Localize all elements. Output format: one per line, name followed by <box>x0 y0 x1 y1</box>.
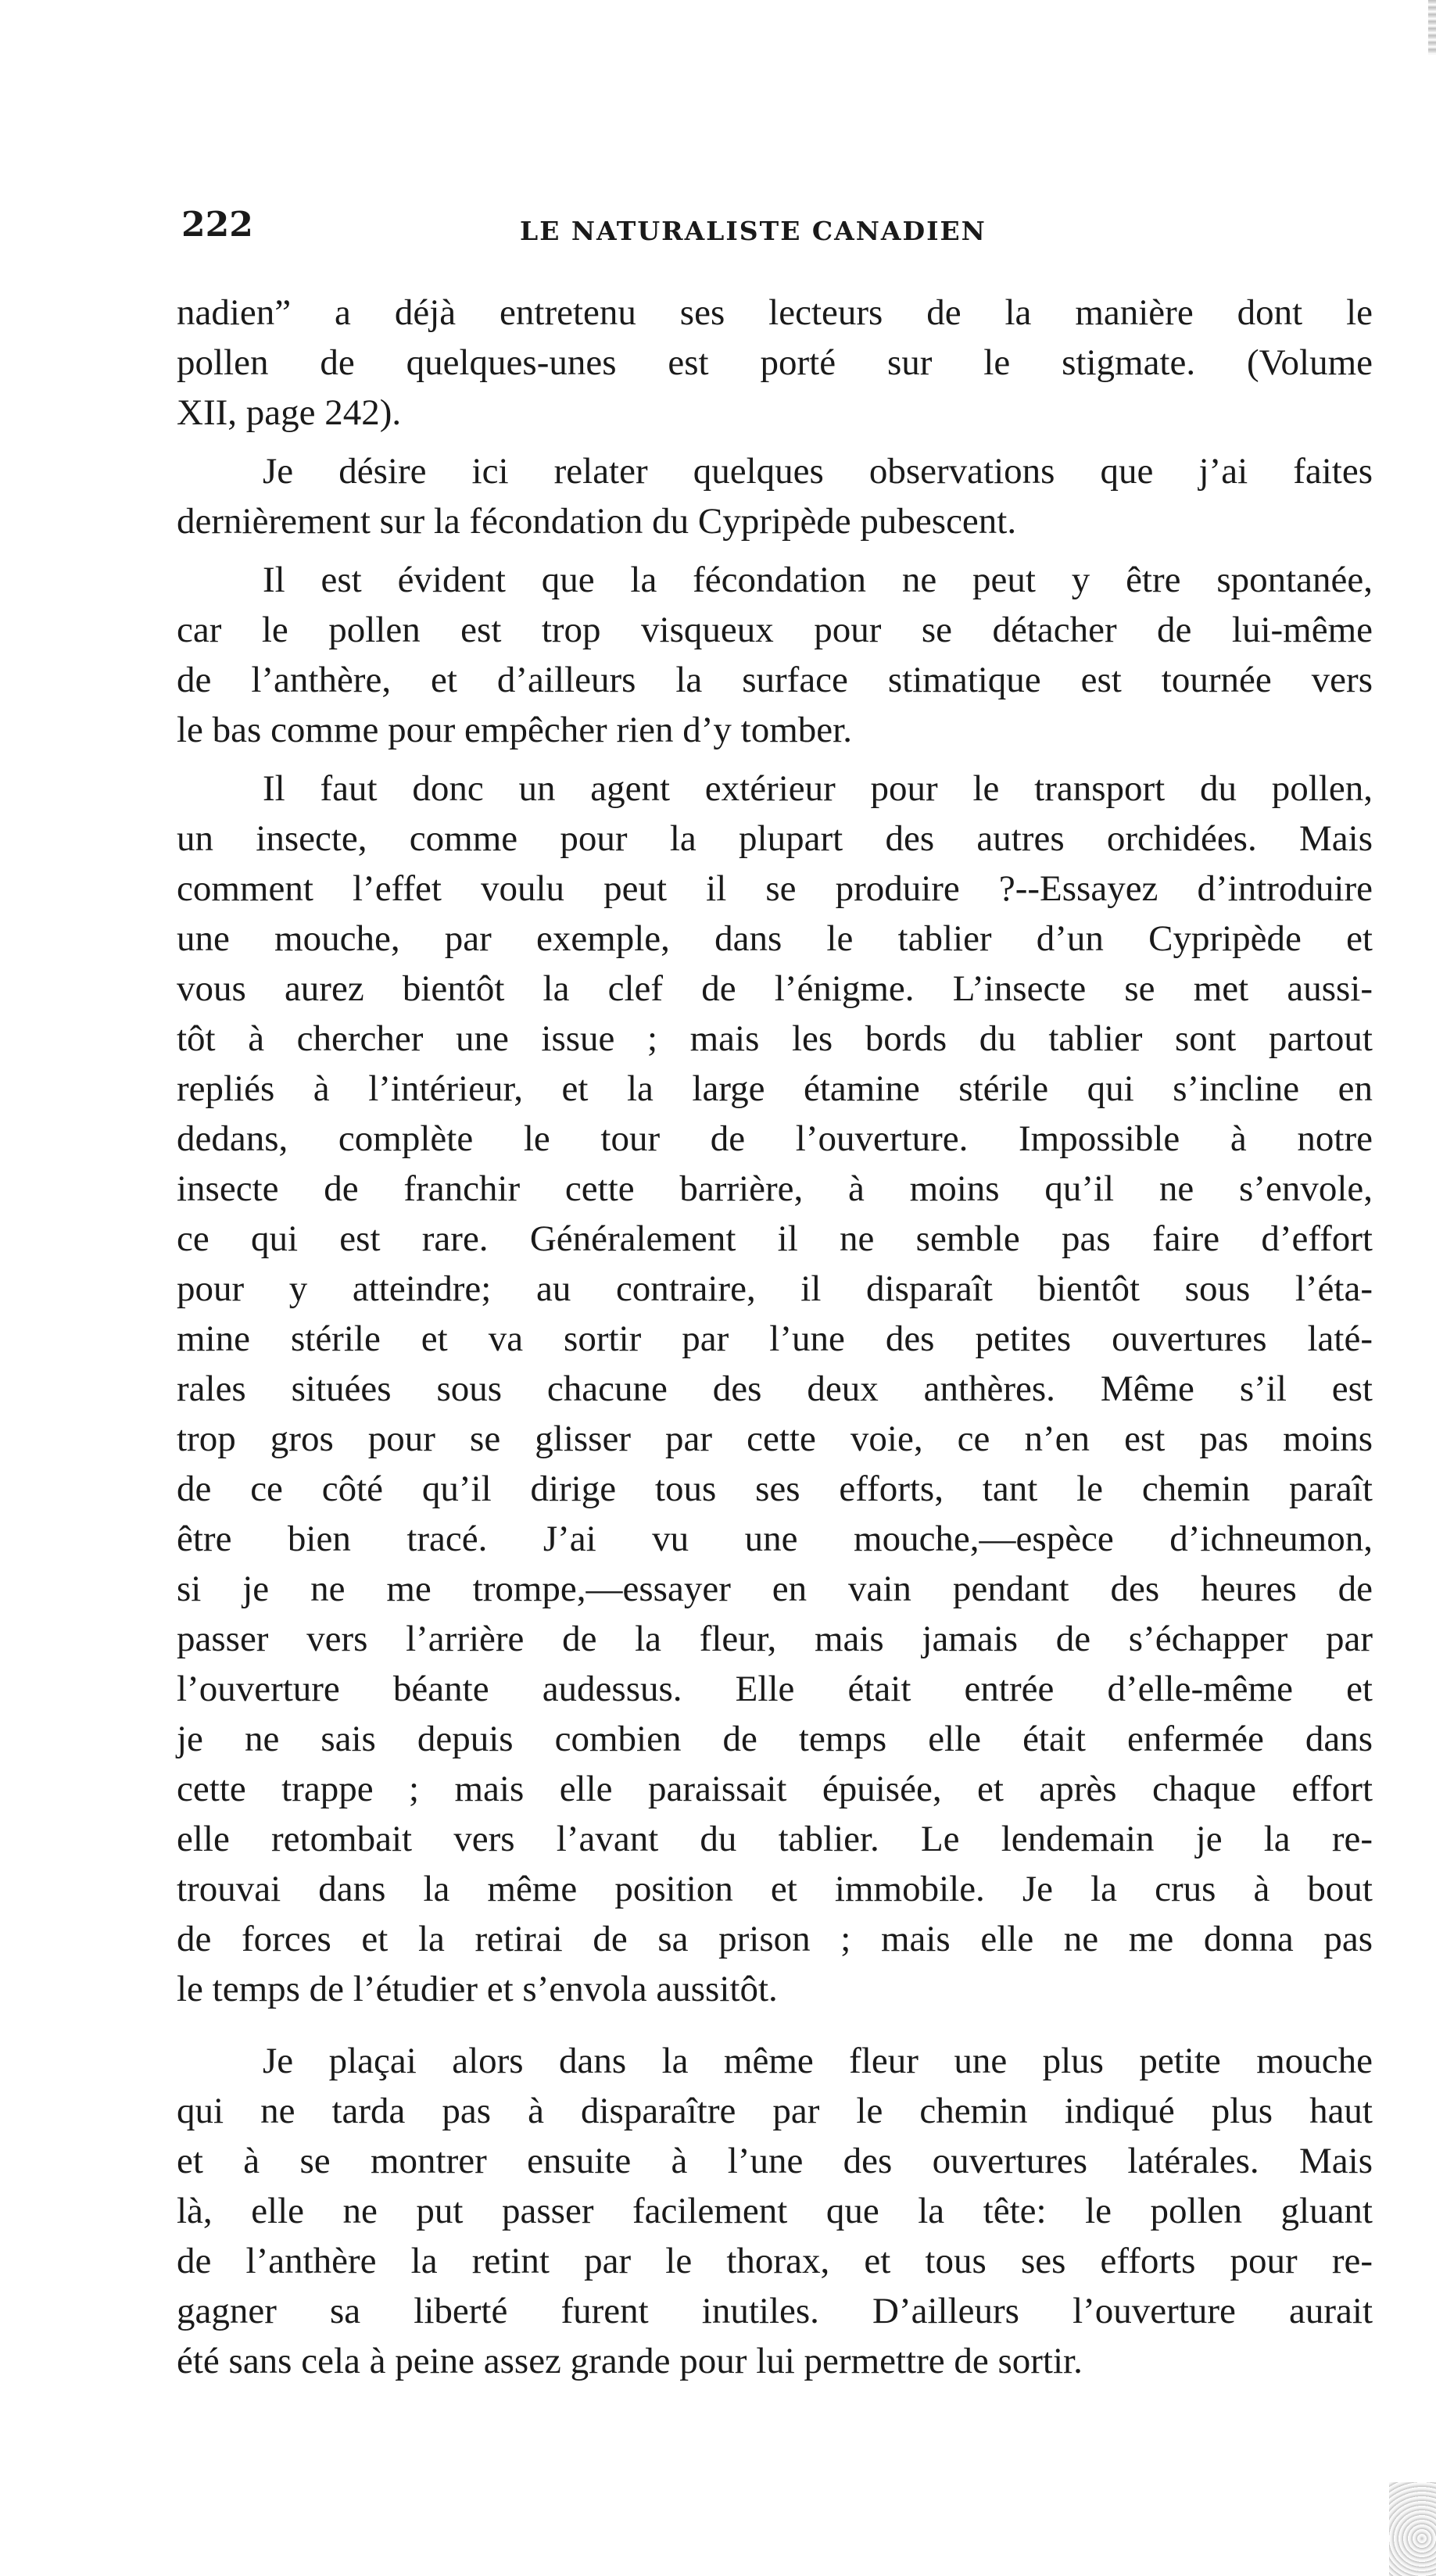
text-line: là, elle ne put passer facilement que la tête: le pollen gluant <box>177 2191 1373 2231</box>
text-line: tôt à chercher une issue ; mais les bords du tablier sont partout <box>177 1018 1373 1059</box>
text-line: trouvai dans la même position et immobile. Je la crus à bout <box>177 1869 1373 1909</box>
text-line: été sans cela à peine assez grande pour lui permettre de sortir. <box>177 2341 1083 2381</box>
body-text <box>177 288 1373 2386</box>
text-line: l’ouverture béante audessus. Elle était entrée d’elle-même et <box>177 1669 1373 1709</box>
text-line: de ce côté qu’il dirige tous ses efforts, tant le chemin paraît <box>177 1469 1373 1509</box>
text-line: trop gros pour se glisser par cette voie, ce n’en est pas moins <box>177 1419 1373 1459</box>
paragraph <box>177 288 1373 438</box>
page-number: 222 <box>181 205 253 245</box>
text-line: nadien” a déjà entretenu ses lecteurs de la manière dont le <box>177 292 1373 333</box>
text-line: un insecte, comme pour la plupart des autres orchidées. Mais <box>177 818 1373 859</box>
text-line: Je désire ici relater quelques observations que j’ai faites <box>263 451 1373 492</box>
text-line: le bas comme pour empêcher rien d’y tomber. <box>177 710 852 750</box>
text-line: pollen de quelques-unes est porté sur le stigmate. (Volume <box>177 342 1373 383</box>
paragraph <box>177 764 1373 2014</box>
text-line: de l’anthère, et d’ailleurs la surface stimatique est tournée vers <box>177 660 1373 700</box>
text-line: je ne sais depuis combien de temps elle était enfermée dans <box>177 1719 1373 1759</box>
paragraph <box>177 2036 1373 2386</box>
text-line: elle retombait vers l’avant du tablier. Le lendemain je la re- <box>177 1819 1373 1859</box>
text-line: et à se montrer ensuite à l’une des ouvertures latérales. Mais <box>177 2141 1373 2181</box>
text-line: de forces et la retirai de sa prison ; mais elle ne me donna pas <box>177 1919 1373 1959</box>
text-line: insecte de franchir cette barrière, à moins qu’il ne s’envole, <box>177 1168 1373 1209</box>
scan-edge-mark <box>1428 0 1436 55</box>
text-line: gagner sa liberté furent inutiles. D’ailleurs l’ouverture aurait <box>177 2291 1373 2331</box>
text-line: être bien tracé. J’ai vu une mouche,—espèce d’ichneumon, <box>177 1519 1373 1559</box>
text-line: XII, page 242). <box>177 392 402 433</box>
text-line: dernièrement sur la fécondation du Cypripède pubescent. <box>177 501 1017 542</box>
text-line: mine stérile et va sortir par l’une des petites ouvertures laté- <box>177 1318 1373 1359</box>
text-line: dedans, complète le tour de l’ouverture. Impossible à notre <box>177 1118 1373 1159</box>
text-line: Il faut donc un agent extérieur pour le transport du pollen, <box>263 768 1373 809</box>
text-line: le temps de l’étudier et s’envola aussitôt. <box>177 1969 778 2009</box>
text-line: passer vers l’arrière de la fleur, mais jamais de s’échapper par <box>177 1619 1373 1659</box>
text-line: repliés à l’intérieur, et la large étamine stérile qui s’incline en <box>177 1068 1373 1109</box>
text-line: Il est évident que la fécondation ne peut y être spontanée, <box>263 560 1373 600</box>
text-line: cette trappe ; mais elle paraissait épuisée, et après chaque effort <box>177 1769 1373 1809</box>
text-line: ce qui est rare. Généralement il ne semble pas faire d’effort <box>177 1218 1373 1259</box>
paragraph <box>177 446 1373 546</box>
text-line: rales situées sous chacune des deux anthères. Même s’il est <box>177 1368 1373 1409</box>
text-line: vous aurez bientôt la clef de l’énigme. L’insecte se met aussi- <box>177 968 1373 1009</box>
text-line: comment l’effet voulu peut il se produire ?--Essayez d’introduire <box>177 868 1373 909</box>
text-line: car le pollen est trop visqueux pour se détacher de lui-même <box>177 610 1373 650</box>
text-line: pour y atteindre; au contraire, il disparaît bientôt sous l’éta- <box>177 1268 1373 1309</box>
text-line: qui ne tarda pas à disparaître par le chemin indiqué plus haut <box>177 2091 1373 2131</box>
paragraph <box>177 555 1373 755</box>
running-title: LE NATURALISTE CANADIEN <box>520 216 987 246</box>
text-line: si je ne me trompe,—essayer en vain pendant des heures de <box>177 1569 1373 1609</box>
scan-corner-mark <box>1389 2482 1436 2576</box>
text-line: une mouche, par exemple, dans le tablier d’un Cypripède et <box>177 918 1373 959</box>
text-line: Je plaçai alors dans la même fleur une plus petite mouche <box>263 2041 1373 2081</box>
page-header <box>181 205 1354 252</box>
text-line: de l’anthère la retint par le thorax, et tous ses efforts pour re- <box>177 2241 1373 2281</box>
